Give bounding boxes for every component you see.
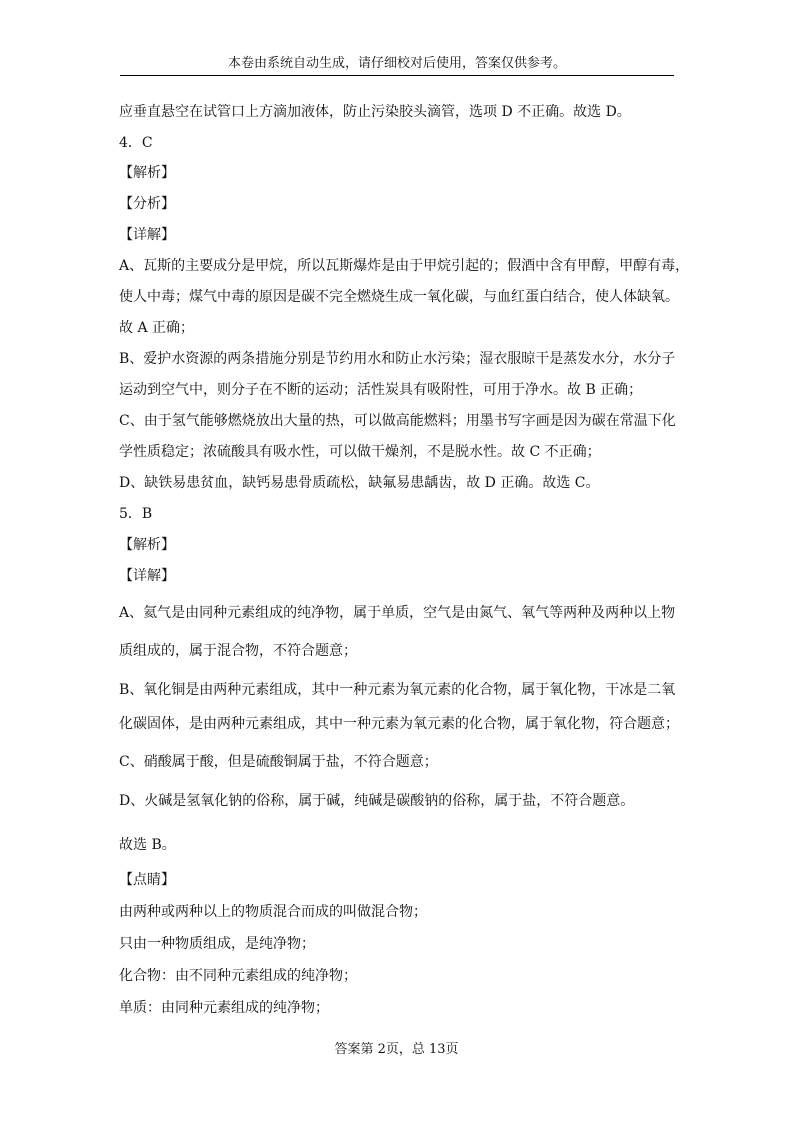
text-line: 故选 B。: [119, 837, 176, 853]
section-heading: 【解析】: [119, 165, 175, 181]
section-heading: 【点睛】: [119, 872, 175, 888]
text-line: A、氦气是由同种元素组成的纯净物，属于单质，空气是由氮气、氧气等两种及两种以上物: [119, 605, 676, 621]
answer-number-5: 5．B: [119, 506, 153, 522]
section-heading: 【详解】: [119, 568, 175, 584]
text-line: 由两种或两种以上的物质混合而成的叫做混合物；: [119, 904, 427, 920]
page-footer: 答案第 2页，总 13页: [334, 1042, 459, 1057]
text-line: 使人中毒；煤气中毒的原因是碳不完全燃烧生成一氧化碳，与血红蛋白结合，使人体缺氧。: [119, 289, 679, 305]
page-header: 本卷由系统自动生成，请仔细校对后使用，答案仅供参考。: [227, 56, 566, 71]
text-line: 应垂直悬空在试管口上方滴加液体，防止污染胶头滴管，选项 D 不正确。故选 D。: [119, 104, 631, 120]
text-line: C、硝酸属于酸，但是硫酸铜属于盐，不符合题意；: [119, 754, 438, 770]
text-line: 化合物：由不同种元素组成的纯净物；: [119, 968, 357, 984]
text-line: 故 A 正确；: [119, 320, 195, 336]
text-line: D、缺铁易患贫血，缺钙易患骨质疏松，缺氟易患龋齿，故 D 正确。故选 C。: [119, 475, 600, 491]
section-heading: 【详解】: [119, 227, 175, 243]
text-line: B、爱护水资源的两条措施分别是节约用水和防止水污染；湿衣服晾干是蒸发水分，水分子: [119, 351, 676, 367]
section-heading: 【分析】: [119, 196, 175, 212]
text-line: A、瓦斯的主要成分是甲烷，所以瓦斯爆炸是由于甲烷引起的；假酒中含有甲醇，甲醇有毒，: [119, 258, 690, 274]
section-heading: 【解析】: [119, 537, 175, 553]
text-line: 运动到空气中，则分子在不断的运动；活性炭具有吸附性，可用于净水。故 B 正确；: [119, 382, 643, 398]
answer-number-4: 4．C: [119, 135, 153, 151]
text-line: 单质：由同种元素组成的纯净物；: [119, 1000, 329, 1016]
header-divider: [120, 75, 674, 76]
text-line: 只由一种物质组成，是纯净物；: [119, 936, 315, 952]
text-line: 化碳固体，是由两种元素组成，其中一种元素为氧元素的化合物，属于氧化物，符合题意；: [119, 716, 679, 732]
text-line: D、火碱是氢氧化钠的俗称，属于碱，纯碱是碳酸钠的俗称，属于盐，不符合题意。: [119, 793, 635, 809]
text-line: 学性质稳定；浓硫酸具有吸水性，可以做干燥剂，不是脱水性。故 C 不正确；: [119, 444, 601, 460]
text-line: B、氧化铜是由两种元素组成，其中一种元素为氧元素的化合物，属于氧化物，干冰是二氧: [119, 682, 676, 698]
text-line: C、由于氢气能够燃烧放出大量的热，可以做高能燃料；用墨书写字画是因为碳在常温下化: [119, 413, 676, 429]
text-line: 质组成的，属于混合物，不符合题意；: [119, 643, 357, 659]
